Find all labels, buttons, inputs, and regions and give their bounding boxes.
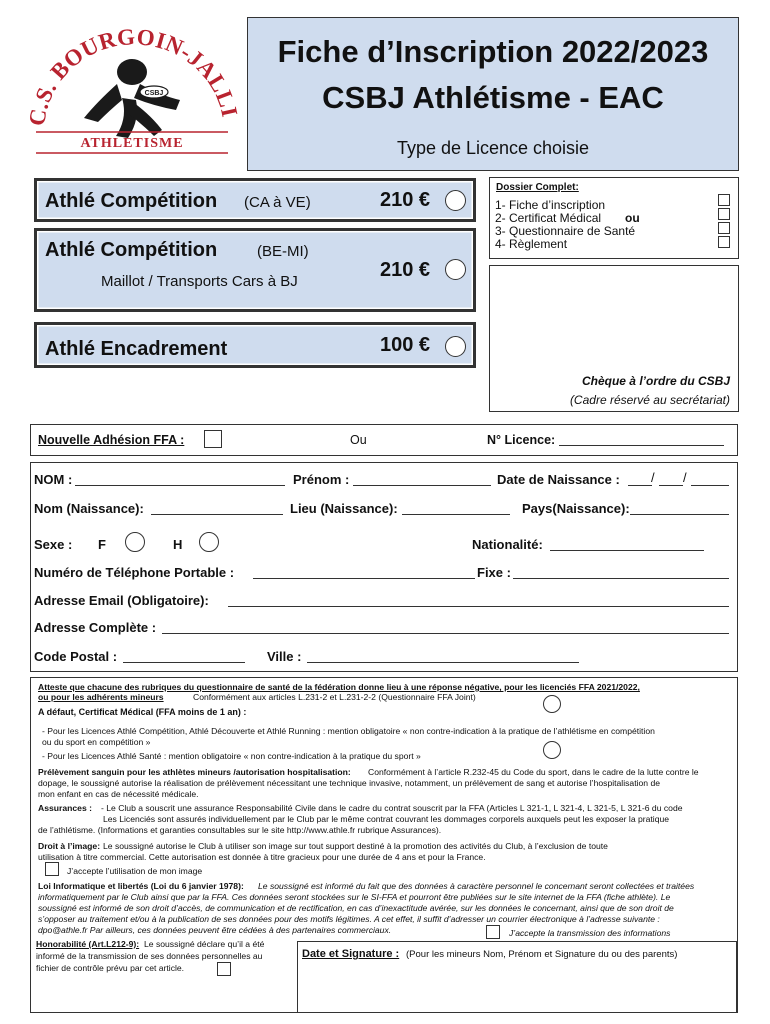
form-subtitle: CSBJ Athlétisme - EAC — [322, 80, 664, 115]
birth-country-field[interactable] — [630, 514, 729, 515]
option-radio[interactable] — [445, 336, 466, 357]
health-licence-mention: - Pour les Licences Athlé Santé : mention obligatoire « non contre-indication à la pratique du sport » — [42, 751, 421, 761]
option-name: Athlé Compétition — [45, 239, 218, 261]
address-field[interactable] — [162, 633, 729, 634]
dossier-item: 1- Fiche d’inscription — [495, 198, 606, 212]
adhesion-row — [30, 424, 738, 456]
form-title: Fiche d’Inscription 2022/2023 — [277, 34, 709, 69]
honorability-checkbox[interactable] — [217, 962, 231, 976]
competition-mention: - Pour les Licences Athlé Compétition, Athlé Découverte et Athlé Running : mention obligatoire « non contre-indication à la pratique de l’athlétisme en compétition — [42, 726, 655, 736]
date-separator: / — [651, 470, 655, 485]
data-transmission-accept: J’accepte la transmission des informations — [509, 928, 671, 938]
postal-code-label: Code Postal : — [34, 649, 118, 664]
birth-place-label: Lieu (Naissance): — [290, 501, 398, 516]
data-law-text-5: dpo@athle.fr Par ailleurs, ces données peuvent être cédées à des partenaires commerciaux. — [38, 925, 392, 935]
dossier-heading: Dossier Complet: — [496, 182, 579, 193]
option-radio[interactable] — [445, 190, 466, 211]
option-competition-be-mi[interactable] — [34, 228, 476, 312]
dossier-checkbox[interactable] — [718, 208, 730, 220]
insurance-text-2: Les Licenciés sont assurés individuellement par le Club par le même contrat couvrant les dommages corporels auxquels peut les exposer la pratique — [103, 814, 670, 824]
sex-h-radio[interactable] — [199, 532, 219, 552]
honorability-text-2: informé de la transmission de ses données personnelles au — [36, 951, 263, 961]
nom-field[interactable] — [75, 485, 285, 486]
landline-label: Fixe : — [477, 565, 511, 580]
nom-label: NOM : — [34, 472, 73, 487]
address-label: Adresse Complète : — [34, 620, 157, 635]
email-label: Adresse Email (Obligatoire): — [34, 593, 209, 608]
image-rights-heading: Droit à l’image: — [38, 841, 101, 851]
medical-certificate-radio[interactable] — [543, 741, 561, 759]
nationality-field[interactable] — [550, 550, 704, 551]
health-attest-radio[interactable] — [543, 695, 561, 713]
option-name: Athlé Encadrement — [45, 338, 228, 360]
birth-name-field[interactable] — [151, 514, 283, 515]
identity-section — [30, 462, 738, 672]
city-label: Ville : — [267, 649, 302, 664]
option-radio[interactable] — [445, 259, 466, 280]
phone-label: Numéro de Téléphone Portable : — [34, 565, 235, 580]
image-rights-checkbox[interactable] — [45, 862, 59, 876]
honorability-heading: Honorabilité (Art.L212-9): — [36, 939, 140, 949]
image-rights-text-2: utilisation à titre commercial. Cette autorisation est donnée à titre gracieux pour une durée de 4 ans et pour la France. — [38, 852, 486, 862]
insurance-text-3: de l’athlétisme. (Informations et garanties consultables sur le site http://www.athle.fr rubrique Assurances). — [38, 825, 442, 835]
health-attest-minors: ou pour les adhérents mineurs — [38, 692, 164, 702]
new-adhesion-label: Nouvelle Adhésion FFA : — [38, 433, 185, 447]
signature-note: (Pour les mineurs Nom, Prénom et Signature du ou des parents) — [406, 949, 678, 960]
blood-sample-heading: Prélèvement sanguin pour les athlètes mineurs /autorisation hospitalisation: — [38, 767, 351, 777]
email-field[interactable] — [228, 606, 729, 607]
option-price: 210 € — [380, 189, 431, 211]
insurance-heading: Assurances : — [38, 803, 92, 813]
dossier-checkbox[interactable] — [718, 222, 730, 234]
signature-label: Date et Signature : — [302, 948, 400, 960]
medical-certificate-heading: A défaut, Certificat Médical (FFA moins de 1 an) : — [38, 707, 247, 717]
competition-mention-2: ou du sport en compétition » — [42, 737, 151, 747]
option-detail: (CA à VE) — [244, 194, 311, 211]
landline-field[interactable] — [513, 578, 729, 579]
club-logo — [22, 14, 242, 164]
or-label: Ou — [350, 433, 367, 447]
option-detail: (BE-MI) — [257, 243, 309, 260]
option-extra: Maillot / Transports Cars à BJ — [101, 273, 298, 290]
logo-sub-text: ATHLETISME — [80, 136, 184, 151]
sex-h-label: H — [173, 537, 183, 552]
birth-place-field[interactable] — [402, 514, 510, 515]
blood-sample-text: Conformément à l’article R.232-45 du Code du sport, dans le cadre de la lutte contre le — [368, 767, 699, 777]
image-rights-accept: J’accepte l’utilisation de mon image — [67, 866, 203, 876]
blood-sample-text-3: mon enfant en cas de nécessité médicale. — [38, 789, 199, 799]
honorability-text-3: fichier de contrôle prévu par cet article. — [36, 963, 185, 973]
dossier-checkbox[interactable] — [718, 194, 730, 206]
birth-country-label: Pays(Naissance): — [522, 501, 630, 516]
dossier-item: 4- Règlement — [495, 237, 568, 251]
birth-year-field[interactable] — [691, 485, 729, 486]
licence-number-label: N° Licence: — [487, 433, 556, 447]
health-attest-text: Atteste que chacune des rubriques du questionnaire de santé de la fédération donne lieu à une réponse négative, pour les licenciés FFA 2021/2022, — [38, 682, 640, 692]
image-rights-text: Le soussigné autorise le Club à utiliser son image sur tout support destiné à la promotion des activités du Club, à l’exclusion de toute — [103, 841, 608, 851]
nationality-label: Nationalité: — [472, 537, 543, 552]
birth-month-field[interactable] — [659, 485, 683, 486]
logo-badge: CSBJ — [144, 90, 164, 97]
data-law-heading: Loi Informatique et libertés (Loi du 6 janvier 1978): — [38, 881, 244, 891]
dossier-or: ou — [625, 211, 640, 225]
signature-box[interactable] — [297, 941, 737, 1013]
cheque-label: Chèque à l’ordre du CSBJ — [581, 374, 730, 388]
birth-day-field[interactable] — [628, 485, 652, 486]
licence-number-field[interactable] — [559, 445, 724, 446]
honorability-text: Le soussigné déclare qu’il a été — [144, 939, 265, 949]
option-competition-ca-ve[interactable] — [34, 178, 476, 222]
dossier-item: 3- Questionnaire de Santé — [495, 224, 636, 238]
city-field[interactable] — [307, 662, 579, 663]
licence-type-label: Type de Licence choisie — [396, 138, 590, 158]
insurance-text: - Le Club a souscrit une assurance Responsabilité Civile dans le cadre du contrat souscrit par la FFA (Articles L 321-1, L 321-4, L 321-5, L 321-6 du code — [101, 803, 683, 813]
postal-code-field[interactable] — [123, 662, 245, 663]
data-law-text-3: soussigné est informé de son droit d’accès, de communication et de rectification, en cas d’inexactitude avérée, sur les données le concernant, ainsi que de son droit de — [38, 903, 674, 913]
dossier-checklist — [489, 177, 739, 259]
logo-arc-text: C.S. BOURGOIN-JALLI — [24, 24, 242, 128]
title-box — [247, 17, 739, 171]
cheque-note: (Cadre réservé au secrétariat) — [569, 393, 730, 407]
mobile-phone-field[interactable] — [253, 578, 475, 579]
data-transmission-checkbox[interactable] — [486, 925, 500, 939]
health-attest-articles: Conformément aux articles L.231-2 et L.231-2-2 (Questionnaire FFA Joint) — [193, 692, 476, 702]
option-price: 100 € — [380, 334, 431, 356]
date-separator: / — [683, 470, 687, 485]
runner-silhouette — [84, 59, 180, 138]
blood-sample-text-2: dopage, le soussigné autorise la réalisation de prélèvement nécessitant une technique invasive, notamment, un prélèvement de sang et autorise l’hospitalisation de — [38, 778, 661, 788]
prenom-field[interactable] — [353, 485, 491, 486]
option-price: 210 € — [380, 259, 431, 281]
option-name: Athlé Compétition — [45, 190, 218, 212]
new-adhesion-checkbox[interactable] — [204, 430, 222, 448]
cheque-box — [489, 265, 739, 412]
data-law-text: Le soussigné est informé du fait que des données à caractère personnel le concernant seront collectées et traitées — [258, 881, 695, 891]
option-encadrement[interactable] — [34, 322, 476, 368]
birth-name-label: Nom (Naissance): — [34, 501, 144, 516]
data-law-text-4: s’opposer au traitement et/ou à la publication de ses données pour des motifs légitimes. A cet effet, il suffit d’adresser un courrier électronique à l’adresse suivante : — [38, 914, 660, 924]
sex-f-label: F — [98, 537, 106, 552]
prenom-label: Prénom : — [293, 472, 350, 487]
dossier-checkbox[interactable] — [718, 236, 730, 248]
dossier-item: 2- Certificat Médical — [495, 211, 602, 225]
sex-f-radio[interactable] — [125, 532, 145, 552]
birthdate-label: Date de Naissance : — [497, 472, 620, 487]
sex-label: Sexe : — [34, 537, 73, 552]
data-law-text-2: informatiquement par le Club ainsi que par la FFA. Ces données seront stockées sur le SI-FFA et pourront être publiées sur le site internet de la FFA (fiche athlète). Le — [38, 892, 671, 902]
